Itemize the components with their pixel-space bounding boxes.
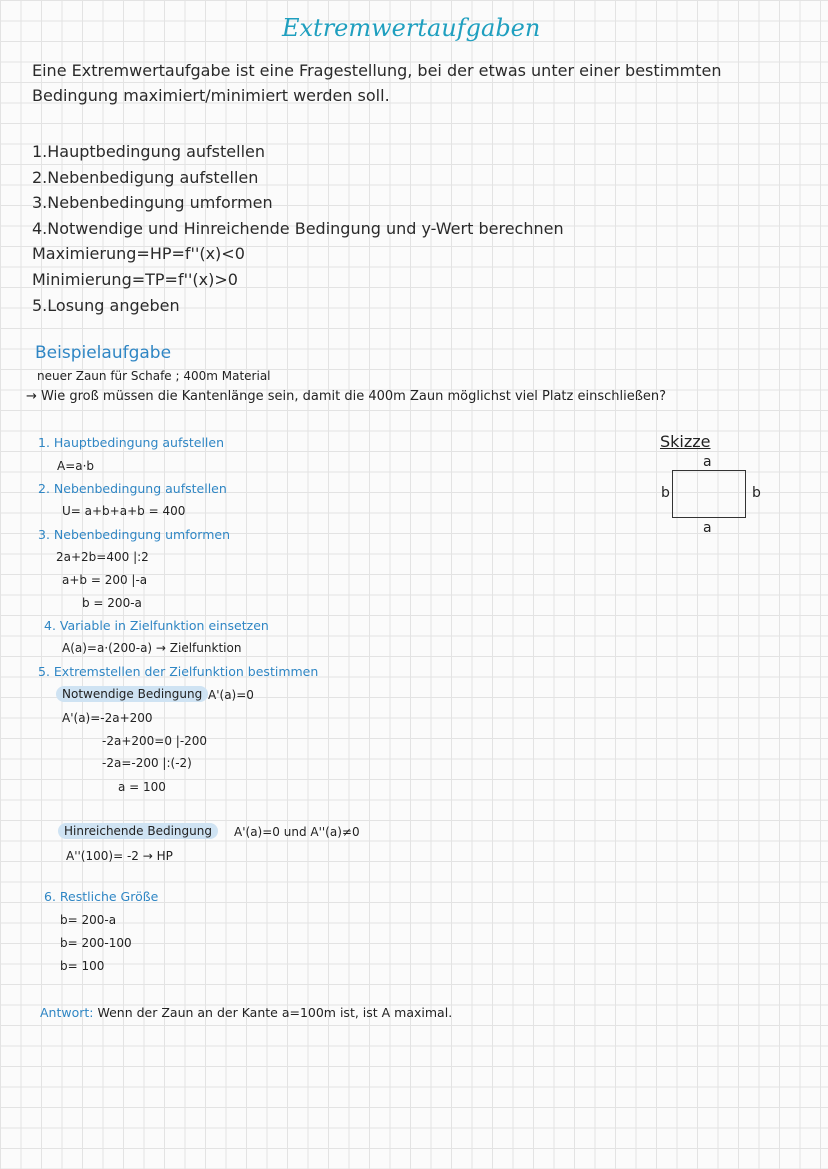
- sketch-label: Skizze: [660, 432, 711, 451]
- answer-label: Antwort:: [40, 1005, 94, 1020]
- sketch-label-bottom: a: [703, 520, 712, 536]
- step6-line3: b= 100: [60, 959, 105, 973]
- sketch-label-top: a: [703, 454, 712, 470]
- example-heading: Beispielaufgabe: [35, 343, 172, 363]
- step-item: 3.Nebenbedingung umformen: [32, 193, 273, 213]
- step-item: Minimierung=TP=f''(x)>0: [32, 269, 238, 289]
- solve-line1: -2a+200=0 |-200: [102, 734, 208, 748]
- solve-result: a = 100: [118, 780, 166, 794]
- necessary-condition: A'(a)=0: [208, 688, 254, 702]
- answer: [40, 1005, 452, 1020]
- steps-list: [32, 139, 564, 318]
- step4-title: 4. Variable in Zielfunktion einsetzen: [44, 618, 269, 633]
- step3-title: 3. Nebenbedingung umformen: [38, 527, 230, 542]
- step6-line1: b= 200-a: [60, 913, 117, 927]
- sketch-rectangle: [672, 470, 746, 518]
- step1-title: 1. Hauptbedingung aufstellen: [38, 435, 225, 450]
- step1-line: A=a·b: [57, 459, 95, 473]
- step-item: Maximierung=HP=f''(x)<0: [32, 244, 245, 264]
- derivative-line: A'(a)=-2a+200: [62, 711, 153, 725]
- step3-line1: 2a+2b=400 |:2: [56, 550, 149, 564]
- step2-line: U= a+b+a+b = 400: [62, 504, 186, 518]
- example-setup: neuer Zaun für Schafe ; 400m Material: [37, 369, 271, 383]
- answer-text: Wenn der Zaun an der Kante a=100m ist, ist A maximal.: [97, 1005, 453, 1020]
- step5-title: 5. Extremstellen der Zielfunktion bestimmen: [38, 664, 319, 679]
- sketch-label-left: b: [661, 485, 670, 501]
- step4-line: A(a)=a·(200-a) → Zielfunktion: [62, 641, 242, 655]
- step3-line3: b = 200-a: [82, 596, 142, 610]
- second-derivative-line: A''(100)= -2 → HP: [66, 849, 173, 863]
- necessary-condition-label: Notwendige Bedingung: [56, 686, 208, 702]
- intro-text: Eine Extremwertaufgabe ist eine Fragestellung, bei der etwas unter einer bestimmten Bedingung maximiert/minimiert werden soll.: [32, 61, 722, 105]
- step-item: 5.Losung angeben: [32, 295, 180, 315]
- step-item: 2.Nebenbedigung aufstellen: [32, 167, 259, 187]
- sufficient-condition: A'(a)=0 und A''(a)≠0: [234, 825, 360, 839]
- solve-line2: -2a=-200 |:(-2): [102, 756, 192, 770]
- step2-title: 2. Nebenbedingung aufstellen: [38, 481, 227, 496]
- step-item: 1.Hauptbedingung aufstellen: [32, 142, 265, 161]
- sketch-label-right: b: [752, 485, 761, 501]
- sufficient-condition-label: Hinreichende Bedingung: [58, 823, 218, 839]
- step6-title: 6. Restliche Größe: [44, 889, 159, 904]
- step-item: 4.Notwendige und Hinreichende Bedingung und y-Wert berechnen: [32, 218, 564, 238]
- step6-line2: b= 200-100: [60, 936, 132, 950]
- step3-line2: a+b = 200 |-a: [62, 573, 148, 587]
- example-question: → Wie groß müssen die Kantenlänge sein, damit die 400m Zaun möglichst viel Platz einschließen?: [26, 389, 667, 404]
- page-title: Extremwertaufgaben: [282, 14, 541, 42]
